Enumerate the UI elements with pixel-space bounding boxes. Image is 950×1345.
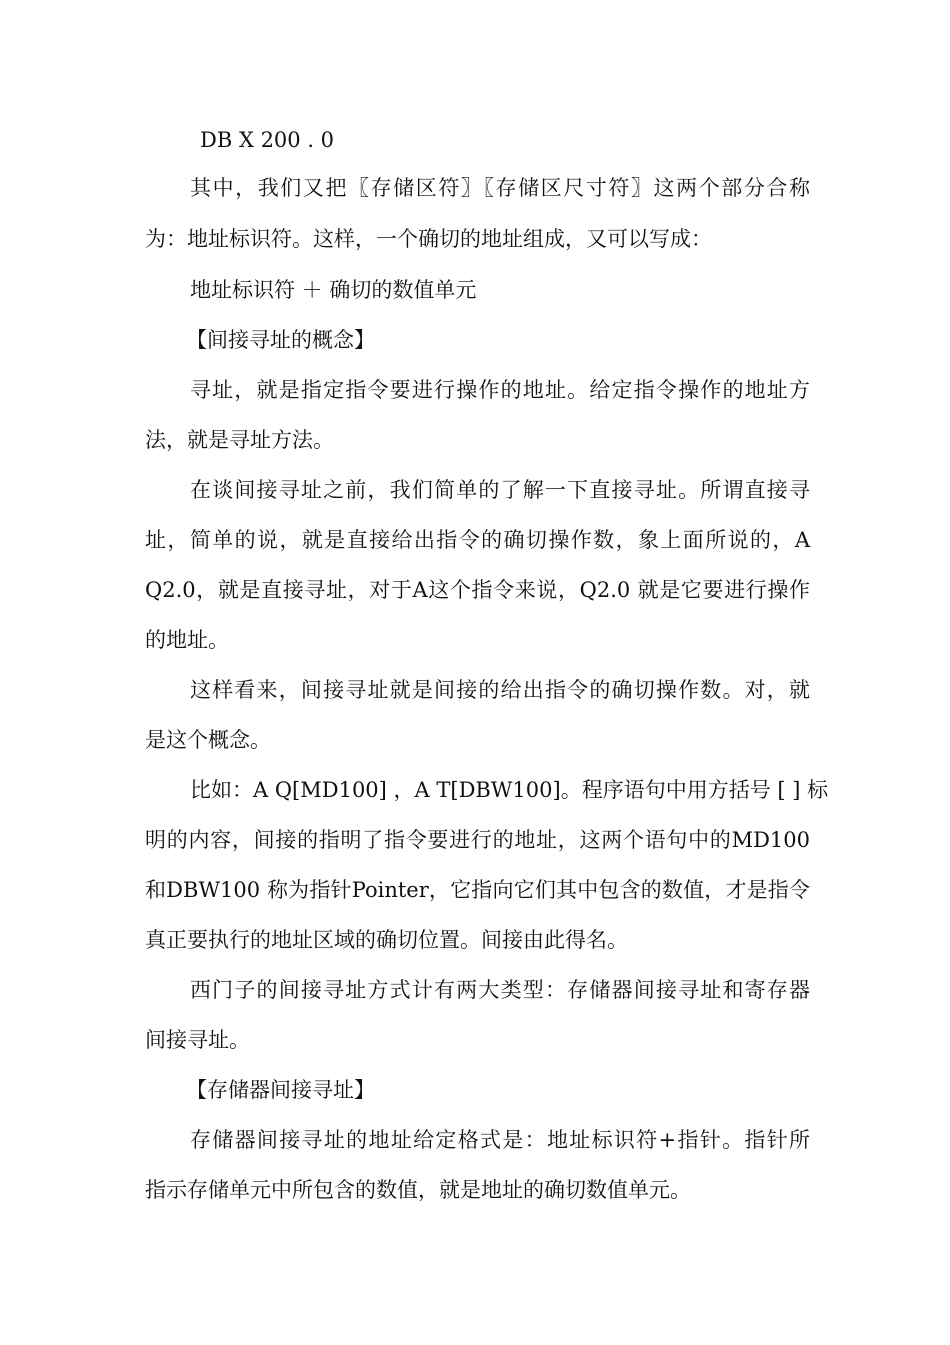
section-heading: 【存储器间接寻址】 bbox=[186, 1078, 375, 1102]
paragraph-line: 明的内容，间接的指明了指令要进行的地址，这两个语句中的MD100 bbox=[145, 828, 810, 852]
paragraph-line: 存储器间接寻址的地址给定格式是：地址标识符+指针。指针所 bbox=[190, 1128, 810, 1152]
paragraph-line: 其中，我们又把〖存储区符〗〖存储区尺寸符〗这两个部分合称 bbox=[190, 176, 810, 200]
paragraph-line: 法，就是寻址方法。 bbox=[145, 428, 334, 452]
formula-line: 地址标识符 ＋ 确切的数值单元 bbox=[190, 278, 477, 302]
address-example-line: DB X 200 . 0 bbox=[200, 128, 335, 152]
paragraph-line: Q2.0，就是直接寻址，对于A这个指令来说，Q2.0 就是它要进行操作 bbox=[145, 578, 810, 602]
paragraph-line: 的地址。 bbox=[145, 628, 229, 652]
paragraph-line: 比如：A Q[MD100] ，A T[DBW100]。程序语句中用方括号 [ ] 标 bbox=[190, 778, 829, 802]
paragraph-line: 寻址，就是指定指令要进行操作的地址。给定指令操作的地址方 bbox=[190, 378, 810, 402]
paragraph-line: 间接寻址。 bbox=[145, 1028, 250, 1052]
section-heading: 【间接寻址的概念】 bbox=[186, 328, 375, 352]
paragraph-line: 西门子的间接寻址方式计有两大类型：存储器间接寻址和寄存器 bbox=[190, 978, 810, 1002]
paragraph-line: 为：地址标识符。这样，一个确切的地址组成，又可以写成： bbox=[145, 227, 712, 251]
paragraph-line: 址，简单的说，就是直接给出指令的确切操作数，象上面所说的，A bbox=[145, 528, 810, 552]
paragraph-line: 这样看来，间接寻址就是间接的给出指令的确切操作数。对，就 bbox=[190, 678, 810, 702]
paragraph-line: 真正要执行的地址区域的确切位置。间接由此得名。 bbox=[145, 928, 628, 952]
paragraph-line: 和DBW100 称为指针Pointer，它指向它们其中包含的数值，才是指令 bbox=[145, 878, 810, 902]
paragraph-line: 指示存储单元中所包含的数值，就是地址的确切数值单元。 bbox=[145, 1178, 691, 1202]
paragraph-line: 是这个概念。 bbox=[145, 728, 271, 752]
paragraph-line: 在谈间接寻址之前，我们简单的了解一下直接寻址。所谓直接寻 bbox=[190, 478, 810, 502]
